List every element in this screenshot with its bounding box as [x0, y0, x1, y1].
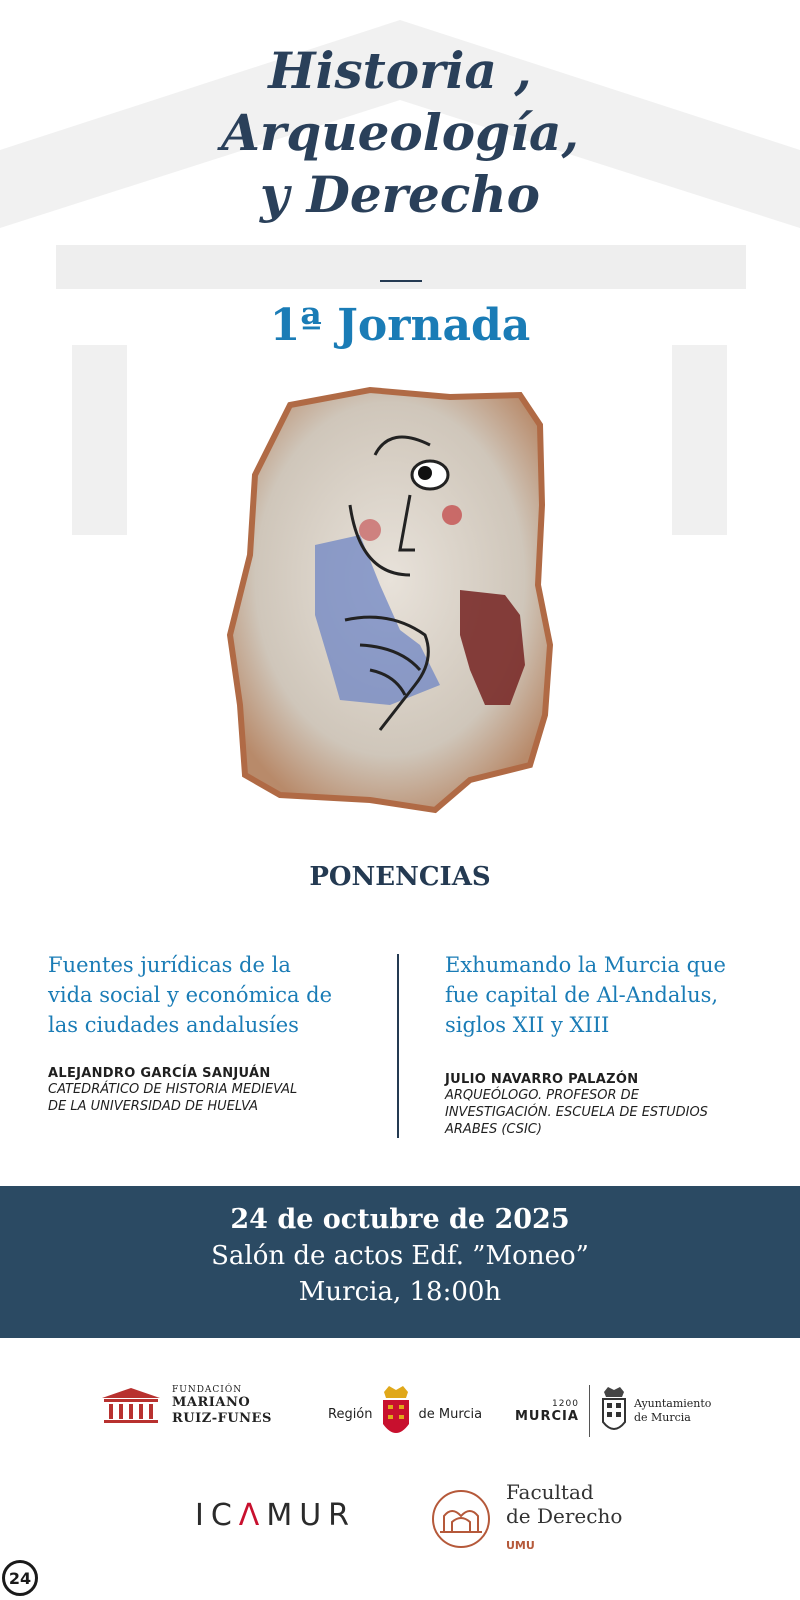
- poster-title: [0, 40, 800, 226]
- source-badge: 24: [2, 1560, 38, 1596]
- facultad-arch-icon: [430, 1488, 492, 1550]
- talk-1-title-line: Fuentes jurídicas de la: [48, 953, 291, 977]
- talk-1-speaker-role: [48, 1081, 368, 1115]
- ayuntamiento-murcia-logo: [515, 1385, 711, 1437]
- murcia-year: 1200: [552, 1398, 579, 1409]
- talk-1-title-line: las ciudades andalusíes: [48, 1013, 299, 1037]
- icamur-text-2: MUR: [266, 1498, 357, 1533]
- region-label-2: de Murcia: [418, 1406, 483, 1422]
- icamur-logo: [195, 1498, 356, 1533]
- umu-label: UMU: [506, 1539, 535, 1552]
- role-line: ARQUEÓLOGO. PROFESOR DE: [445, 1088, 639, 1103]
- talk-1-title: [48, 950, 368, 1040]
- icamur-accent: Λ: [238, 1498, 267, 1533]
- murcia-word: MURCIA: [515, 1408, 579, 1424]
- title-line-1: Historia ,: [268, 41, 532, 100]
- facultad-line-1: Facultad: [506, 1480, 594, 1504]
- facultad-derecho-logo: [430, 1480, 622, 1558]
- talk-2: [445, 950, 765, 1138]
- fundacion-label: FUNDACIÓN: [172, 1385, 243, 1395]
- fresco-fragment-image: [220, 385, 580, 815]
- talk-2-title-line: fue capital de Al-Andalus,: [445, 983, 719, 1007]
- talks-divider: [397, 954, 399, 1138]
- talk-1: [48, 950, 368, 1115]
- role-line: INVESTIGACIÓN. ESCUELA DE ESTUDIOS: [445, 1105, 708, 1120]
- role-line: ARABES (CSIC): [445, 1122, 542, 1137]
- talk-1-title-line: vida social y económica de: [48, 983, 333, 1007]
- ayto-line-2: de Murcia: [633, 1411, 691, 1424]
- jornada-subtitle: 1ª Jornada: [269, 300, 531, 351]
- title-line-3: y Derecho: [260, 165, 540, 224]
- icamur-text-1: IC: [195, 1498, 239, 1533]
- ayto-line-1: Ayuntamiento: [633, 1397, 712, 1410]
- talk-2-title-line: siglos XII y XIII: [445, 1013, 610, 1037]
- region-crest-icon: [379, 1384, 413, 1444]
- region-label: Región: [328, 1406, 373, 1422]
- talk-2-title: [445, 950, 765, 1040]
- talk-2-speaker-role: [445, 1087, 765, 1138]
- role-line: CATEDRÁTICO DE HISTORIA MEDIEVAL: [48, 1082, 298, 1097]
- event-venue: Salón de actos Edf. ”Moneo”: [211, 1241, 589, 1271]
- fundacion-name-1: MARIANO: [172, 1395, 251, 1410]
- role-line: DE LA UNIVERSIDAD DE HUELVA: [48, 1099, 259, 1114]
- talk-2-title-line: Exhumando la Murcia que: [445, 953, 726, 977]
- fundacion-name-2: RUIZ-FUNES: [172, 1411, 272, 1426]
- event-place-time: Murcia, 18:00h: [298, 1277, 502, 1307]
- facultad-line-2: de Derecho: [506, 1504, 623, 1528]
- logo-divider: [589, 1385, 590, 1437]
- ponencias-heading: PONENCIAS: [309, 862, 491, 892]
- title-divider: [380, 280, 422, 282]
- fundacion-logo: [100, 1385, 272, 1427]
- event-info-band: [0, 1186, 800, 1338]
- temple-icon: [100, 1386, 162, 1426]
- title-line-2: Arqueología,: [221, 103, 579, 162]
- region-murcia-logo: [322, 1384, 488, 1444]
- murcia-crest-icon: [600, 1386, 628, 1436]
- event-date: 24 de octubre de 2025: [230, 1204, 570, 1235]
- talk-2-speaker: JULIO NAVARRO PALAZÓN: [445, 1072, 639, 1087]
- talk-1-speaker: ALEJANDRO GARCÍA SANJUÁN: [48, 1066, 271, 1081]
